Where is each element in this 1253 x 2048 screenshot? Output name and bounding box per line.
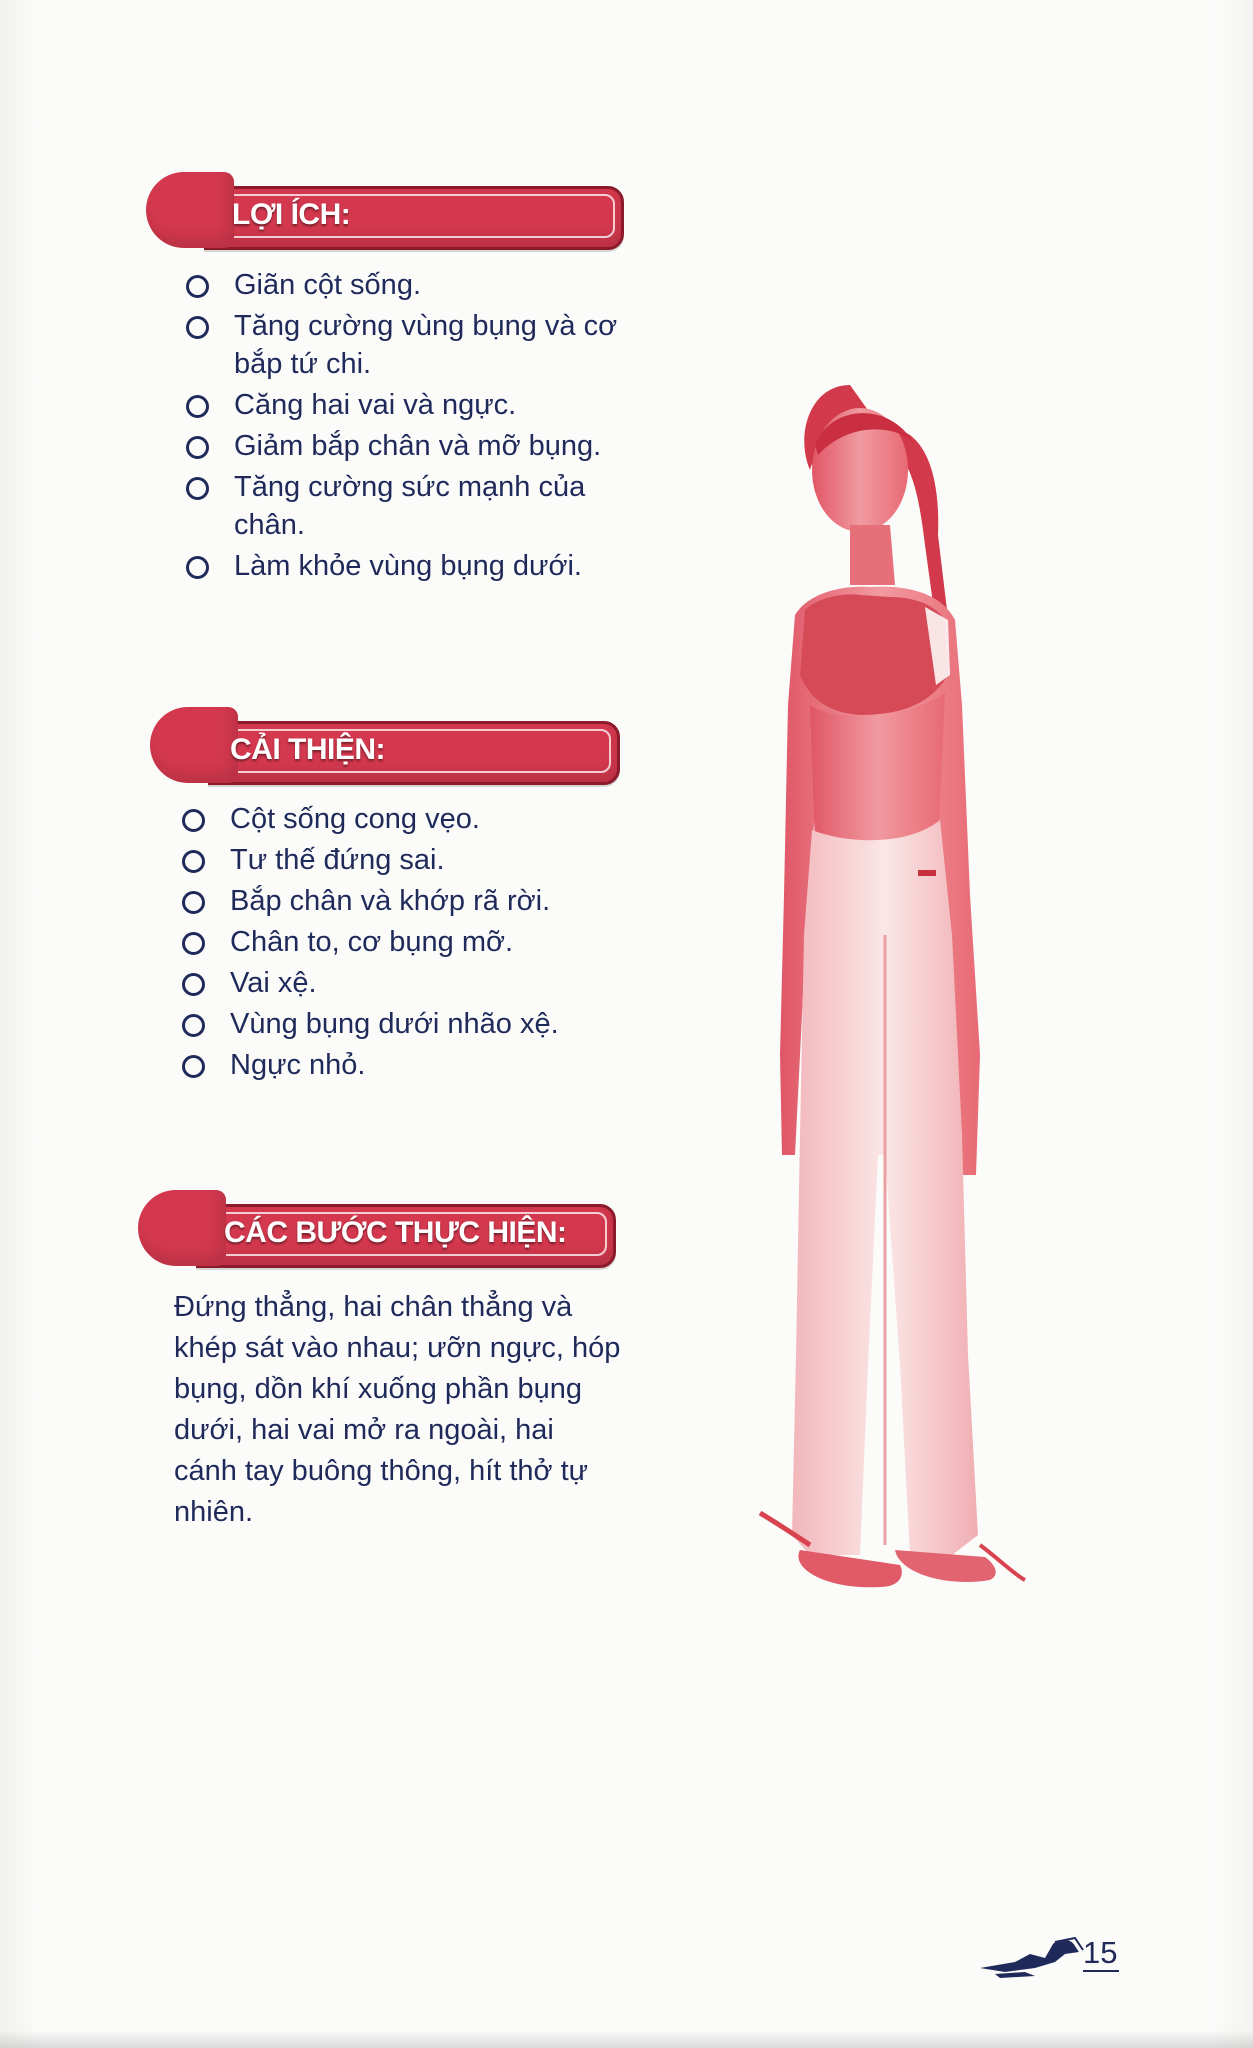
list-item-text: Ngực nhỏ. xyxy=(230,1049,366,1081)
list-item xyxy=(186,468,626,544)
list-item-text: Căng hai vai và ngực. xyxy=(234,389,517,421)
header-cap xyxy=(150,707,238,783)
steps-header xyxy=(138,1190,616,1266)
list-item-text: Vai xệ. xyxy=(230,967,317,999)
list-item-text: Tăng cường sức mạnh của chân. xyxy=(234,471,586,541)
list-item xyxy=(182,923,622,961)
ring-bullet-icon xyxy=(186,477,209,500)
ring-bullet-icon xyxy=(182,1014,205,1037)
ring-bullet-icon xyxy=(182,850,205,873)
ring-bullet-icon xyxy=(182,1055,205,1078)
list-item-text: Tư thế đứng sai. xyxy=(230,844,445,876)
list-item-text: Cột sống cong vẹo. xyxy=(230,803,480,835)
header-cap xyxy=(146,172,234,248)
list-item-text: Vùng bụng dưới nhão xệ. xyxy=(230,1008,559,1040)
list-item-text: Tăng cường vùng bụng và cơ bắp tứ chi. xyxy=(234,310,618,380)
list-item xyxy=(182,841,622,879)
list-item xyxy=(186,386,626,424)
ring-bullet-icon xyxy=(182,973,205,996)
list-item-text: Làm khỏe vùng bụng dưới. xyxy=(234,550,582,582)
list-item-text: Giảm bắp chân và mỡ bụng. xyxy=(234,430,602,462)
list-item xyxy=(186,427,626,465)
list-item xyxy=(182,1046,622,1084)
page-bottom-edge xyxy=(0,2030,1253,2048)
ring-bullet-icon xyxy=(186,556,209,579)
ring-bullet-icon xyxy=(186,395,209,418)
list-item-text: Bắp chân và khớp rã rời. xyxy=(230,885,551,917)
ring-bullet-icon xyxy=(186,275,209,298)
yoga-pose-logo-icon xyxy=(975,1932,1085,1982)
list-item-text: Chân to, cơ bụng mỡ. xyxy=(230,926,514,958)
list-item xyxy=(182,800,622,838)
list-item xyxy=(186,266,626,304)
benefits-list xyxy=(186,266,626,588)
improvements-list xyxy=(182,800,622,1087)
improvements-header xyxy=(150,707,620,783)
benefits-title: LỢI ÍCH: xyxy=(232,198,351,231)
improvements-title: CẢI THIỆN: xyxy=(230,733,385,766)
ring-bullet-icon xyxy=(182,932,205,955)
list-item xyxy=(182,1005,622,1043)
list-item xyxy=(186,547,626,585)
standing-woman-photo xyxy=(700,375,1060,1675)
list-item xyxy=(182,882,622,920)
steps-description: Đứng thẳng, hai chân thẳng và khép sát vào nhau; ưỡn ngực, hóp bụng, dồn khí xuống phần bụng dưới, hai vai mở ra ngoài, hai cánh tay buông thông, hít thở tự nhiên. xyxy=(174,1291,621,1528)
ring-bullet-icon xyxy=(182,891,205,914)
ring-bullet-icon xyxy=(182,809,205,832)
ring-bullet-icon xyxy=(186,316,209,339)
list-item-text: Giãn cột sống. xyxy=(234,269,421,301)
header-cap xyxy=(138,1190,226,1266)
ring-bullet-icon xyxy=(186,436,209,459)
page-number: 15 xyxy=(1083,1935,1118,1970)
list-item xyxy=(186,307,626,383)
steps-title: CÁC BƯỚC THỰC HIỆN: xyxy=(224,1216,567,1249)
list-item xyxy=(182,964,622,1002)
benefits-header xyxy=(146,172,624,248)
